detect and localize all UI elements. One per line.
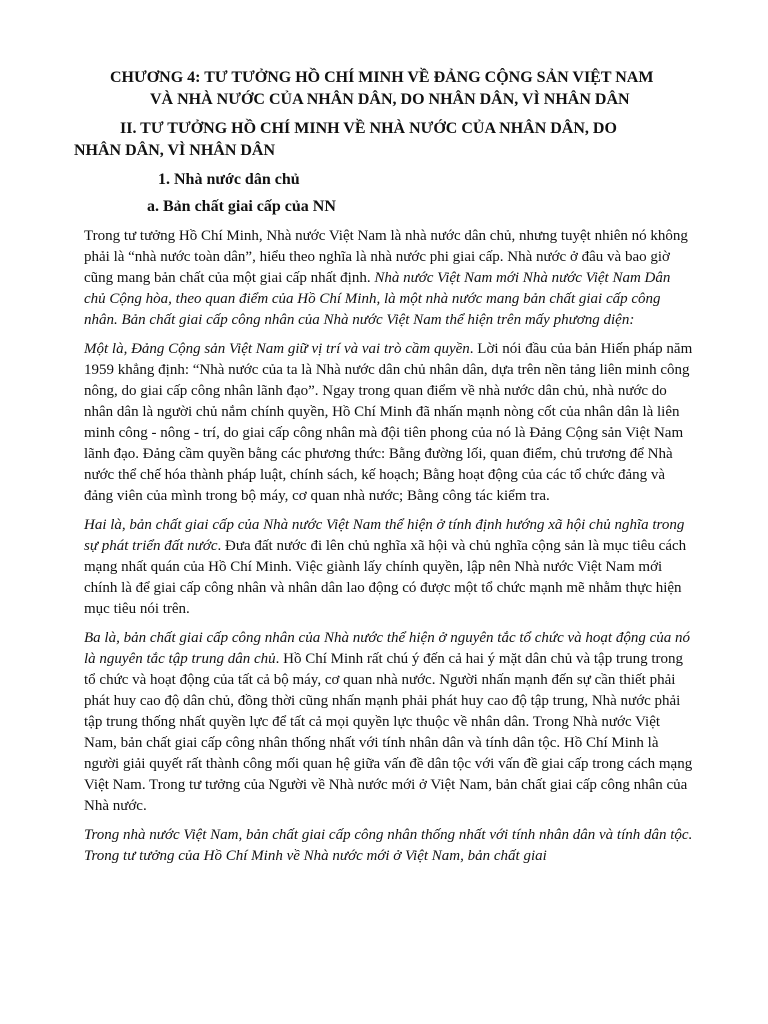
chapter-heading-line2: VÀ NHÀ NƯỚC CỦA NHÂN DÂN, DO NHÂN DÂN, VÌ NHÂN DÂN bbox=[150, 91, 630, 108]
paragraph-4 bbox=[84, 628, 694, 817]
paragraph-4-emphasis: Ba là, bản chất giai cấp công nhân của Nhà nước thể hiện ở nguyên tắc tổ chức và hoạt động của nó là nguyên tắc tập trung dân chủ bbox=[84, 630, 691, 667]
subsubsection-heading: a. Bản chất giai cấp của NN bbox=[147, 198, 336, 215]
subsection-heading: 1. Nhà nước dân chủ bbox=[158, 171, 300, 188]
paragraph-2-text: . Lời nói đầu của bản Hiến pháp năm 1959 khẳng định: “Nhà nước của ta là Nhà nước dân chủ nhân dân, dựa trên nền tảng liên minh công nông, do giai cấp công nhân lãnh đạo”. Ngay trong quan điểm về nhà nước dân chủ, nhà nước do nhân dân là người chủ nắm chính quyền, Hồ Chí Minh đã nhấn mạnh nòng cốt của nhân dân là liên minh công - nông - trí, do giai cấp công nhân mà đội tiên phong của nó là Đảng Cộng sản Việt Nam lãnh đạo. Đảng cầm quyền bằng các phương thức: Bằng đường lối, quan điểm, chủ trương để Nhà nước thể chế hóa thành pháp luật, chính sách, kế hoạch; Bằng hoạt động của các tổ chức đảng và đảng viên của mình trong bộ máy, cơ quan nhà nước; Bằng công tác kiểm tra. bbox=[84, 341, 693, 504]
paragraph-3-text: . Đưa đất nước đi lên chủ nghĩa xã hội và chủ nghĩa cộng sản là mục tiêu cách mạng nhất quán của Hồ Chí Minh. Việc giành lấy chính quyền, lập nên Nhà nước Việt Nam mới chính là để giai cấp công nhân và nhân dân lao động có được một tổ chức mạnh mẽ nhằm thực hiện mục tiêu nói trên. bbox=[84, 538, 687, 617]
chapter-heading-line1: CHƯƠNG 4: TƯ TƯỞNG HỒ CHÍ MINH VỀ ĐẢNG CỘNG SẢN VIỆT NAM bbox=[110, 69, 654, 86]
section-heading-line1: II. TƯ TƯỞNG HỒ CHÍ MINH VỀ NHÀ NƯỚC CỦA NHÂN DÂN, DO bbox=[120, 120, 617, 137]
paragraph-2-emphasis: Một là, Đảng Cộng sản Việt Nam giữ vị trí và vai trò cầm quyền bbox=[84, 341, 470, 357]
paragraph-4-text: . Hồ Chí Minh rất chú ý đến cả hai ý mặt dân chủ và tập trung trong tổ chức và hoạt động của tất cả bộ máy, cơ quan nhà nước. Người nhấn mạnh đến sự cần thiết phải phát huy cao độ dân chủ, đồng thời cũng nhấn mạnh phải phát huy cao độ tập trung, Nhà nước phải tập trung thống nhất quyền lực để tất cả mọi quyền lực thuộc về nhân dân. Trong Nhà nước Việt Nam, bản chất giai cấp công nhân thống nhất với tính nhân dân và tính dân tộc. Hồ Chí Minh là người giải quyết rất thành công mối quan hệ giữa vấn đề dân tộc với vấn đề giai cấp trong cách mạng Việt Nam. Trong tư tưởng của Người về Nhà nước mới ở Việt Nam, bản chất giai cấp công nhân của Nhà nước. bbox=[84, 651, 693, 814]
paragraph-1 bbox=[84, 226, 694, 331]
paragraph-1-text: Trong tư tưởng Hồ Chí Minh, Nhà nước Việt Nam là nhà nước dân chủ, nhưng tuyệt nhiên nó không phải là “nhà nước toàn dân”, hiểu theo nghĩa là nhà nước phi giai cấp. Nhà nước ở đâu và bao giờ cũng mang bản chất của một giai cấp nhất định. bbox=[84, 228, 688, 286]
chapter-heading bbox=[110, 67, 710, 111]
paragraph-3-emphasis: Hai là, bản chất giai cấp của Nhà nước Việt Nam thể hiện ở tính định hướng xã hội chủ nghĩa trong sự phát triển đất nước bbox=[84, 517, 685, 554]
paragraph-2 bbox=[84, 339, 694, 507]
section-heading-line2: NHÂN DÂN, VÌ NHÂN DÂN bbox=[74, 142, 276, 159]
paragraph-1-emphasis: Nhà nước Việt Nam mới Nhà nước Việt Nam Dân chủ Cộng hòa, theo quan điểm của Hồ Chí Minh, là một nhà nước mang bản chất giai cấp công nhân. Bản chất giai cấp công nhân của Nhà nước Việt Nam thể hiện trên mấy phương diện: bbox=[84, 270, 671, 328]
section-heading bbox=[74, 118, 694, 162]
paragraph-5 bbox=[84, 825, 694, 867]
paragraph-3 bbox=[84, 515, 694, 620]
document-body bbox=[84, 226, 694, 875]
paragraph-5-emphasis: Trong nhà nước Việt Nam, bản chất giai cấp công nhân thống nhất với tính nhân dân và tính dân tộc. Trong tư tưởng của Hồ Chí Minh về Nhà nước mới ở Việt Nam, bản chất giai bbox=[84, 827, 693, 864]
